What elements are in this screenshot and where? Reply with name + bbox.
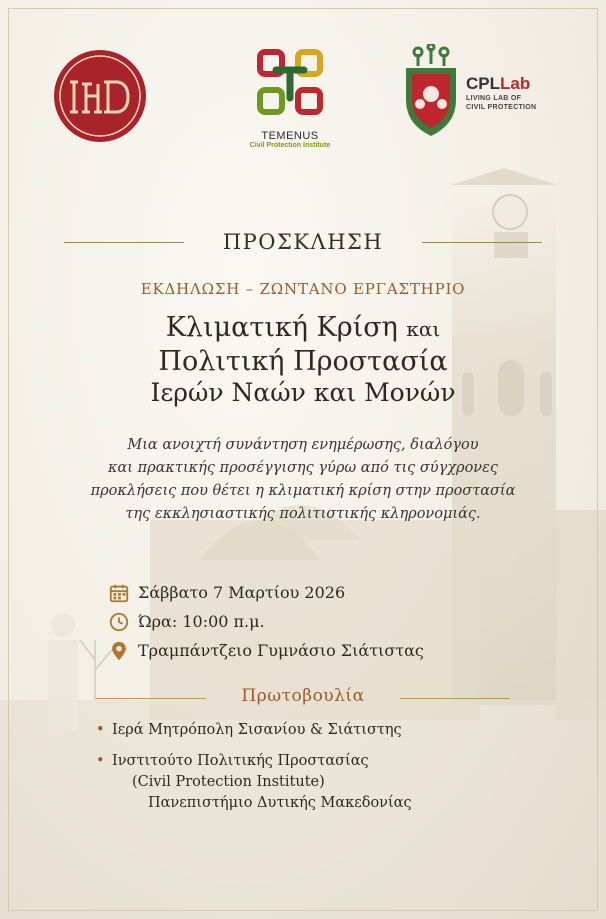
description-line: και πρακτικής προσέγγισης γύρω από τις σύγχρονες (107, 460, 499, 476)
heading-rule-right (422, 242, 542, 243)
cpllab-subtitle-1: LIVING LAB OF (466, 95, 522, 102)
description-line: Μια ανοιχτή συνάντηση ενημέρωσης, διαλόγου (127, 437, 479, 453)
calendar-icon (108, 582, 130, 604)
title-line-2: Πολιτική Προστασία (158, 346, 448, 377)
metropolis-logo (52, 48, 148, 144)
partner-institute-english: (Civil Protection Institute) (132, 774, 325, 790)
clock-icon (108, 611, 130, 633)
title-line-1-conj: και (406, 317, 441, 341)
event-date-row (108, 578, 528, 607)
event-place-row (108, 636, 528, 665)
description-line: προκλήσεις που θέτει η κλιματική κρίση στην προστασία (90, 483, 516, 499)
initiative-rule-left (96, 698, 206, 699)
partner-metropolis: • Ιερά Μητρόπολη Σισανίου & Σιάτιστης (112, 722, 402, 738)
heading-rule-left (64, 242, 184, 243)
initiative-heading (0, 686, 606, 706)
partner-university: Πανεπιστήμιο Δυτικής Μακεδονίας (148, 795, 412, 811)
invitation-word: ΠΡΟΣΚΛΗΣΗ (222, 230, 384, 254)
temenus-logo (232, 38, 348, 158)
partner-item (96, 720, 536, 741)
initiative-rule-right (400, 698, 510, 699)
title-line-3: Ιερών Ναών και Μονών (150, 378, 456, 407)
cpllab-title: CPLLab (466, 74, 531, 93)
event-type: ΕΚΔΗΛΩΣΗ – ΖΩΝΤΑΝΟ ΕΡΓΑΣΤΗΡΙΟ (140, 280, 466, 298)
cpllab-shield-icon (400, 44, 462, 140)
event-details (108, 578, 528, 665)
invitation-heading (0, 230, 606, 254)
event-description (40, 434, 566, 526)
temenus-emblem-icon (245, 38, 335, 124)
logo-strip (0, 38, 606, 168)
location-pin-icon (108, 640, 130, 662)
description-line: της εκκλησιαστικής πολιτιστικής κληρονομιάς. (125, 506, 481, 522)
event-title (0, 312, 606, 408)
event-date: Σάββατο 7 Μαρτίου 2026 (138, 583, 346, 602)
initiative-label: Πρωτοβουλία (241, 686, 365, 706)
title-line-1: Κλιματική Κρίση (165, 312, 398, 343)
cpllab-logo (400, 44, 570, 144)
cpllab-subtitle-2: CIVIL PROTECTION (466, 104, 537, 111)
event-place: Τραμπάντζειο Γυμνάσιο Σιάτιστας (138, 641, 424, 660)
partner-institute: • Ινστιτούτο Πολιτικής Προστασίας (112, 753, 369, 769)
partner-item (96, 751, 536, 814)
temenus-subtitle: Civil Protection Institute (249, 142, 331, 149)
event-time: Ώρα: 10:00 π.μ. (138, 612, 265, 631)
partners-list (96, 720, 536, 824)
event-time-row (108, 607, 528, 636)
temenus-name: TEMENUS (261, 130, 319, 142)
